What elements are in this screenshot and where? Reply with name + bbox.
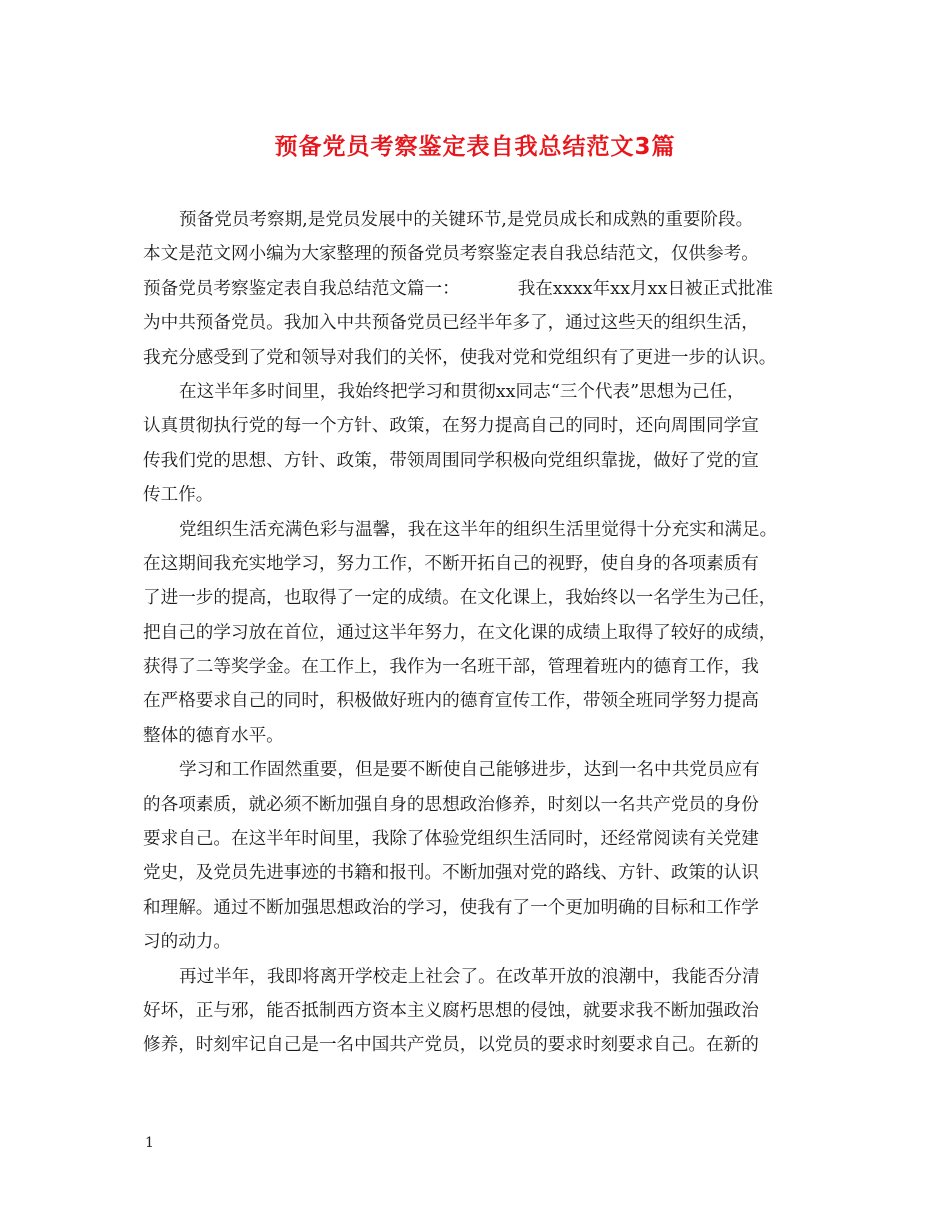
text-line: 再过半年，我即将离开学校走上社会了。在改革开放的浪潮中，我能否分清 [179, 966, 760, 987]
text-line: 好坏，正与邪，能否抵制西方资本主义腐朽思想的侵蚀，就要求我不断加强政治 [143, 1000, 759, 1021]
text-line: 了进一步的提高，也取得了一定的成绩。在文化课上，我始终以一名学生为己任， [143, 588, 777, 609]
text-line: 为中共预备党员。我加入中共预备党员已经半年多了，通过这些天的组织生活， [143, 313, 759, 334]
text-line: 的各项素质，就必须不断加强自身的思想政治修养，时刻以一名共产党员的身份 [143, 794, 759, 815]
text-line: 要求自己。在这半年时间里，我除了体验党组织生活同时，还经常阅读有关党建 [143, 829, 759, 850]
text-line: 预备党员考察期,是党员发展中的关键环节,是党员成长和成熟的重要阶段。 [179, 210, 754, 230]
text-line: 我充分感受到了党和领导对我们的关怀，使我对党和党组织有了更进一步的认识。 [143, 347, 777, 368]
page-number: 1 [145, 1135, 154, 1151]
text-line [143, 272, 815, 306]
text-line: 获得了二等奖学金。在工作上，我作为一名班干部，管理着班内的德育工作，我 [143, 657, 759, 678]
text-segment: 我在xxxx年xx月xx日被正式批准 [517, 278, 774, 299]
text-line: 把自己的学习放在首位，通过这半年努力，在文化课的成绩上取得了较好的成绩， [143, 622, 777, 643]
document-title: 预备党员考察鉴定表自我总结范文3篇 [274, 134, 676, 160]
text-line: 党组织生活充满色彩与温馨，我在这半年的组织生活里觉得十分充实和满足。 [179, 519, 778, 540]
text-line: 和理解。通过不断加强思想政治的学习，使我有了一个更加明确的目标和工作学 [143, 897, 759, 918]
text-line: 在严格要求自己的同时，积极做好班内的德育宣传工作，带领全班同学努力提高 [143, 691, 759, 712]
text-line: 传工作。 [143, 485, 214, 506]
text-line: 修养，时刻牢记自己是一名中国共产党员，以党员的要求时刻要求自己。在新的 [143, 1035, 759, 1056]
text-line: 习的动力。 [143, 932, 231, 953]
text-line: 党史，及党员先进事迹的书籍和报刊。不断加强对党的路线、方针、政策的认识 [143, 863, 759, 884]
text-line: 在这期间我充实地学习，努力工作，不断开拓自己的视野，使自身的各项素质有 [143, 553, 759, 574]
text-line: 整体的德育水平。 [143, 725, 284, 746]
text-line: 在这半年多时间里，我始终把学习和贯彻xx同志“三个代表”思想为己任， [179, 381, 745, 402]
document-body [143, 203, 815, 1063]
text-line: 本文是范文网小编为大家整理的预备党员考察鉴定表自我总结范文，仅供参考。 [143, 244, 759, 265]
section-heading: 预备党员考察鉴定表自我总结范文篇一： [143, 278, 460, 299]
text-line: 认真贯彻执行党的每一个方针、政策，在努力提高自己的同时，还向周围同学宣 [143, 416, 759, 437]
text-line: 学习和工作固然重要，但是要不断使自己能够进步，达到一名中共党员应有 [179, 760, 760, 781]
text-line: 传我们党的思想、方针、政策，带领周围同学积极向党组织靠拢，做好了党的宣 [143, 450, 759, 471]
